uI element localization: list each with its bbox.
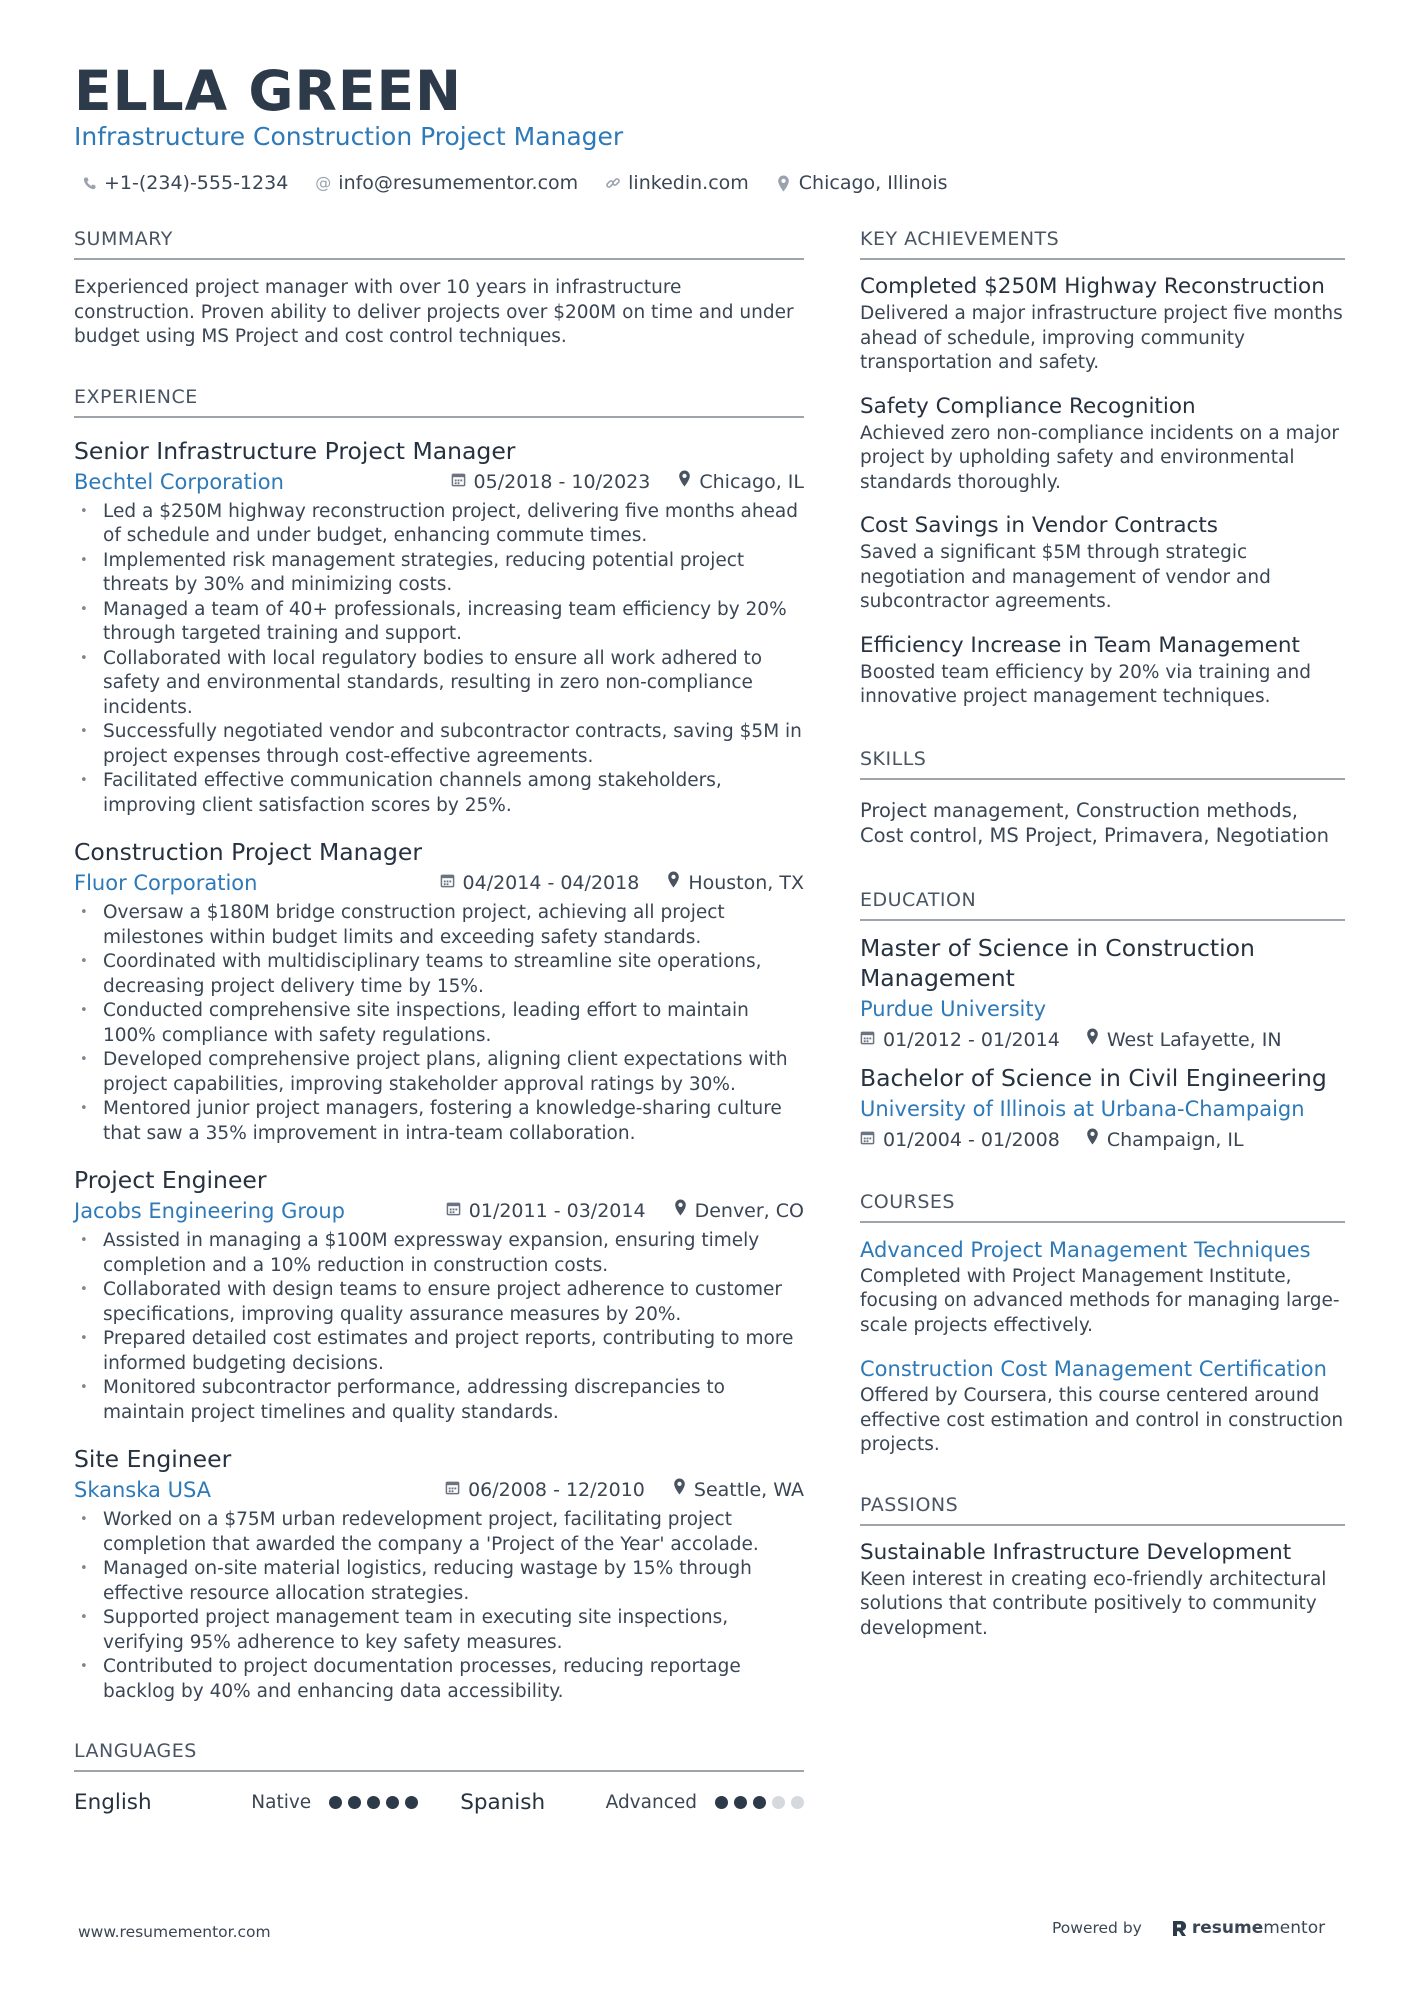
- bullet-item: • Implemented risk management strategies, reducing potential project threats by 30% and minimizing costs.: [74, 549, 804, 598]
- summary-heading: SUMMARY: [74, 226, 804, 260]
- passions-section: [860, 1492, 1345, 1642]
- achievement-text: Boosted team efficiency by 20% via training and innovative project management techniques.: [860, 661, 1312, 707]
- language-level: Native: [251, 1791, 312, 1813]
- bullet-item: • Successfully negotiated vendor and subcontractor contracts, saving $5M in project expenses through cost-effective agreements.: [74, 720, 804, 769]
- resumementor-logo-icon: [1172, 1920, 1187, 1937]
- language-rating: [329, 1796, 418, 1809]
- course-item: [860, 1354, 1345, 1458]
- job-title: Senior Infrastructure Project Manager: [74, 436, 516, 465]
- passion-text: Keen interest in creating eco-friendly architectural solutions that contribute positively to community development.: [860, 1568, 1327, 1639]
- candidate-name: ELLA GREEN: [74, 59, 463, 123]
- calendar-icon: [860, 1125, 875, 1155]
- job-dates: [440, 868, 640, 898]
- brand-name-bold: resume: [1191, 1918, 1264, 1938]
- bullet-item: • Collaborated with local regulatory bodies to ensure all work adhered to safety and environmental standards, resulting in zero non-compliance incidents.: [74, 647, 804, 721]
- job-entry: [74, 836, 804, 1146]
- achievements-section: [860, 226, 1345, 710]
- achievement-item: [860, 272, 1345, 376]
- bullet-item: • Monitored subcontractor performance, addressing discrepancies to maintain project timelines and quality standards.: [74, 1376, 804, 1425]
- education-location: [1086, 1025, 1282, 1055]
- job-dates-text: 06/2008 - 12/2010: [468, 1479, 645, 1501]
- company-name: Jacobs Engineering Group: [74, 1199, 346, 1223]
- location-text: Chicago, Illinois: [798, 172, 948, 194]
- language-level: Advanced: [605, 1791, 697, 1813]
- calendar-icon: [451, 467, 466, 497]
- experience-section: [74, 384, 804, 1705]
- calendar-icon: [446, 1196, 461, 1226]
- achievement-title: Cost Savings in Vendor Contracts: [860, 513, 1218, 538]
- job-location-text: Houston, TX: [688, 872, 804, 894]
- summary-section: [74, 226, 804, 350]
- job-title: Site Engineer: [74, 1445, 232, 1473]
- courses-heading: COURSES: [860, 1189, 1345, 1223]
- job-location-text: Seattle, WA: [693, 1479, 804, 1501]
- achievement-text: Saved a significant $5M through strategic negotiation and management of vendor and subcontractor agreements.: [860, 542, 1271, 612]
- footer-website[interactable]: www.resumementor.com: [78, 1923, 271, 1941]
- courses-section: [860, 1189, 1345, 1458]
- education-meta: [860, 1025, 1345, 1055]
- job-bullets: [74, 500, 804, 819]
- rating-dot-filled: [734, 1796, 747, 1809]
- achievement-text: Achieved zero non-compliance incidents on a major project by upholding safety and environmental standards thoroughly.: [860, 422, 1340, 493]
- rating-dot-empty: [772, 1796, 785, 1809]
- language-rating: [715, 1796, 804, 1809]
- school-name: Purdue University: [860, 996, 1047, 1021]
- location-icon: [1086, 1025, 1099, 1055]
- education-item: [860, 1063, 1345, 1155]
- brand-logo[interactable]: [1172, 1918, 1325, 1938]
- job-location: [674, 1196, 804, 1226]
- education-location: [1086, 1125, 1244, 1155]
- school-name: University of Illinois at Urbana-Champaign: [860, 1096, 1305, 1121]
- rating-dot-filled: [753, 1796, 766, 1809]
- job-entry: [74, 435, 804, 819]
- education-dates-text: 01/2004 - 01/2008: [883, 1128, 1060, 1151]
- location-icon: [775, 175, 793, 192]
- location-icon: [673, 1475, 686, 1505]
- language-name: English: [74, 1789, 152, 1815]
- education-dates: [860, 1025, 1060, 1055]
- rating-dot-filled: [386, 1796, 399, 1809]
- bullet-item: • Conducted comprehensive site inspections, leading effort to maintain 100% compliance with safety regulations.: [74, 999, 804, 1048]
- bullet-item: • Oversaw a $180M bridge construction project, achieving all project milestones within budget limits and exceeding safety standards.: [74, 901, 804, 950]
- languages-heading: LANGUAGES: [74, 1738, 804, 1772]
- achievement-title: Safety Compliance Recognition: [860, 393, 1196, 419]
- location-icon: [1086, 1125, 1099, 1155]
- job-dates-text: 01/2011 - 03/2014: [468, 1200, 646, 1222]
- bullet-item: • Facilitated effective communication channels among stakeholders, improving client satisfaction scores by 25%.: [74, 769, 804, 818]
- company-name: Bechtel Corporation: [74, 469, 284, 494]
- education-location-text: West Lafayette, IN: [1106, 1028, 1282, 1051]
- bullet-item: • Led a $250M highway reconstruction project, delivering five months ahead of schedule and under budget, enhancing commute times.: [74, 500, 804, 549]
- job-location: [667, 868, 804, 898]
- summary-text: Experienced project manager with over 10 years in infrastructure construction. Proven ability to deliver projects over $200M on time and under budget using MS Project and cost control techniques.: [74, 277, 794, 347]
- contact-linkedin[interactable]: [604, 168, 749, 198]
- bullet-item: • Mentored junior project managers, fostering a knowledge-sharing culture that saw a 35% improvement in intra-team collaboration.: [74, 1097, 804, 1146]
- job-dates-text: 05/2018 - 10/2023: [473, 470, 651, 493]
- bullet-item: • Worked on a $75M urban redevelopment project, facilitating project completion that awarded the company a 'Project of the Year' accolade.: [74, 1508, 804, 1557]
- achievement-item: [860, 511, 1345, 615]
- bullet-item: • Contributed to project documentation processes, reducing reportage backlog by 40% and enhancing data accessibility.: [74, 1655, 804, 1704]
- linkedin-text: linkedin.com: [628, 172, 749, 194]
- experience-heading: EXPERIENCE: [74, 384, 804, 418]
- bullet-item: • Developed comprehensive project plans, aligning client expectations with project capabilities, improving stakeholder approval ratings by 30%.: [74, 1048, 804, 1097]
- job-meta: [74, 1475, 804, 1505]
- bullet-item: • Collaborated with design teams to ensure project adherence to customer specifications, improving quality assurance measures by 20%.: [74, 1278, 804, 1327]
- rating-dot-filled: [405, 1796, 418, 1809]
- degree-title: Master of Science in Construction Management: [860, 933, 1255, 992]
- rating-dot-filled: [367, 1796, 380, 1809]
- achievement-text: Delivered a major infrastructure project five months ahead of schedule, improving community transportation and safety.: [860, 303, 1343, 373]
- job-dates: [451, 467, 651, 497]
- bullet-item: • Managed on-site material logistics, reducing wastage by 15% through effective resource allocation strategies.: [74, 1557, 804, 1606]
- candidate-role: Infrastructure Construction Project Manager: [74, 122, 624, 151]
- rating-dot-empty: [791, 1796, 804, 1809]
- job-bullets: [74, 1508, 804, 1704]
- education-dates: [860, 1125, 1060, 1155]
- powered-by-label: Powered by: [1052, 1919, 1142, 1937]
- achievement-item: [860, 631, 1345, 710]
- job-meta: [74, 868, 804, 898]
- course-text: Offered by Coursera, this course centered around effective cost estimation and control in construction projects.: [860, 1385, 1344, 1455]
- job-entry: [74, 1443, 804, 1704]
- skills-heading: SKILLS: [860, 746, 1345, 780]
- left-column: [74, 226, 804, 1820]
- job-location: [678, 467, 804, 497]
- achievements-heading: KEY ACHIEVEMENTS: [860, 226, 1345, 260]
- education-location-text: Champaign, IL: [1106, 1128, 1244, 1151]
- course-title: Advanced Project Management Techniques: [860, 1237, 1311, 1262]
- location-icon: [667, 868, 680, 898]
- contact-bar: [80, 168, 948, 198]
- at-icon: @: [315, 173, 332, 192]
- phone-icon: [80, 176, 98, 191]
- bullet-item: • Supported project management team in executing site inspections, verifying 95% adherence to key safety measures.: [74, 1606, 804, 1655]
- passion-item: [860, 1538, 1345, 1642]
- education-meta: [860, 1125, 1345, 1155]
- achievement-title: Efficiency Increase in Team Management: [860, 632, 1300, 658]
- passions-heading: PASSIONS: [860, 1492, 1345, 1526]
- education-item: [860, 933, 1345, 1055]
- languages-section: [74, 1738, 804, 1820]
- footer-branding: [1052, 1918, 1325, 1938]
- course-text: Completed with Project Management Institute, focusing on advanced methods for managing large-scale projects effectively.: [860, 1265, 1340, 1336]
- job-bullets: [74, 901, 804, 1146]
- job-dates-text: 04/2014 - 04/2018: [462, 872, 640, 894]
- passion-title: Sustainable Infrastructure Development: [860, 1539, 1292, 1565]
- education-section: [860, 887, 1345, 1155]
- skills-text: Project management, Construction methods, Cost control, MS Project, Primavera, Negotiation: [860, 798, 1330, 847]
- contact-phone[interactable]: [80, 168, 288, 198]
- contact-email[interactable]: [314, 168, 578, 198]
- bullet-item: • Assisted in managing a $100M expressway expansion, ensuring timely completion and a 10% reduction in construction costs.: [74, 1229, 804, 1278]
- course-title: Construction Cost Management Certification: [860, 1357, 1327, 1381]
- right-column: [860, 226, 1345, 1641]
- degree-title: Bachelor of Science in Civil Engineering: [860, 1063, 1327, 1092]
- job-dates: [445, 1475, 645, 1505]
- rating-dot-filled: [715, 1796, 728, 1809]
- calendar-icon: [440, 868, 455, 898]
- bullet-item: • Prepared detailed cost estimates and project reports, contributing to more informed budgeting decisions.: [74, 1327, 804, 1376]
- company-name: Fluor Corporation: [74, 871, 258, 895]
- location-icon: [678, 467, 691, 497]
- course-item: [860, 1235, 1345, 1339]
- job-location-text: Denver, CO: [694, 1200, 804, 1222]
- calendar-icon: [445, 1475, 460, 1505]
- language-name: Spanish: [460, 1789, 546, 1815]
- job-title: Construction Project Manager: [74, 838, 422, 866]
- job-location-text: Chicago, IL: [699, 470, 804, 493]
- job-meta: [74, 467, 804, 497]
- calendar-icon: [860, 1025, 875, 1055]
- email-text: info@resumementor.com: [338, 172, 579, 194]
- job-bullets: [74, 1229, 804, 1425]
- languages-row: [74, 1784, 804, 1820]
- bullet-item: • Managed a team of 40+ professionals, increasing team efficiency by 20% through targeted training and support.: [74, 598, 804, 647]
- job-dates: [446, 1196, 646, 1226]
- job-meta: [74, 1196, 804, 1226]
- job-title: Project Engineer: [74, 1166, 267, 1194]
- education-heading: EDUCATION: [860, 887, 1345, 921]
- company-name: Skanska USA: [74, 1478, 212, 1502]
- contact-location: [775, 168, 948, 198]
- rating-dot-filled: [348, 1796, 361, 1809]
- bullet-item: • Coordinated with multidisciplinary teams to streamline site operations, decreasing project delivery time by 15%.: [74, 950, 804, 999]
- skills-section: [860, 746, 1345, 849]
- achievement-title: Completed $250M Highway Reconstruction: [860, 274, 1325, 299]
- achievement-item: [860, 392, 1345, 496]
- job-location: [673, 1475, 804, 1505]
- rating-dot-filled: [329, 1796, 342, 1809]
- job-entry: [74, 1164, 804, 1425]
- link-icon: [604, 175, 622, 191]
- location-icon: [674, 1196, 687, 1226]
- phone-text: +1-(234)-555-1234: [104, 172, 289, 194]
- brand-name-rest: mentor: [1263, 1918, 1326, 1938]
- education-dates-text: 01/2012 - 01/2014: [883, 1028, 1060, 1051]
